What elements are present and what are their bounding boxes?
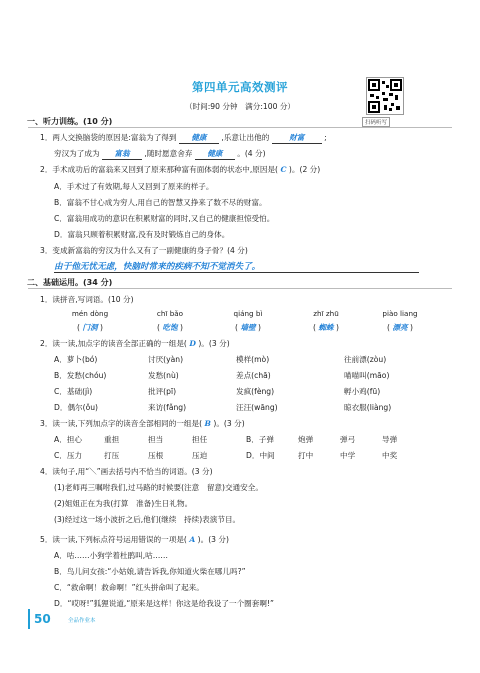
section2-q3-stem [40,418,245,429]
q1-answer-1: 健康 [179,132,219,144]
q4-item-1: (1)老师再三嘱咐我们,过马路的时候要(注意 留意)交通安全。 [54,483,263,492]
option-cell: 发愁(nù) [148,371,179,380]
option-cell: 晾衣服(liàng) [344,403,392,412]
section-2-heading: 二、基础运用。(34 分) [27,278,113,287]
page-number: 50 [34,612,51,626]
q4-item-3: (3)经过这一场小波折之后,他们(继续 持续)表演节目。 [54,515,241,524]
option-cell: A．萝卜(bó) [54,355,98,364]
q1-text: ,随时愿意舍弃 [144,149,193,158]
section2-q1-stem: 1．读拼音,写词语。(10 分) [40,295,134,304]
pinyin-answer: 门洞 [82,323,98,332]
option-cell: C．基础(jì) [54,387,93,396]
question-1-line-2 [54,148,266,160]
answer-box: ( 墙壁 ) [235,323,261,332]
q1-text: ,乐意让出他的 [221,133,270,142]
q2-text: )。(2 分) [288,165,321,174]
pinyin: chī bǎo [156,309,184,318]
q-text: )。(3 分) [213,419,245,428]
q1-answer-4: 健康 [195,148,235,160]
word-cell: A．担心 [54,435,82,444]
word-cell: 中奖 [382,451,398,460]
option-cell: 往前漂(zòu) [344,355,387,364]
word-cell: D．中间 [246,451,275,460]
section2-q2-stem [40,338,230,349]
page-number-accent [28,609,30,629]
section2-q5-stem [40,534,229,545]
question-3-stem: 3．变成新富翁的穷汉为什么又有了一副健康的身子骨？(4 分) [40,246,248,255]
option-cell: D．偶尔(ǒu) [54,403,99,412]
word-cell: 压迫 [192,451,208,460]
answer-box: ( 吃饱 ) [157,323,183,332]
book-label: 全品作业本 [68,618,96,624]
q-text: 3．读一读,下列加点字的读音全部相同的一组是( [40,419,203,428]
word-cell: 压根 [148,451,164,460]
option-cell: 喵喵叫(māo) [344,371,390,380]
qr-code-icon [366,77,404,115]
q1-text: ; [324,133,327,142]
page-title: 第四单元高效测评 [192,80,288,94]
word-cell: 炮弹 [298,435,314,444]
q2-option-a: A．手术过了有效期,每人又回到了原来的样子。 [54,182,214,191]
word-cell: 担任 [192,435,208,444]
option-cell: 批评(pī) [148,387,177,396]
q5-option-b: B．鸟儿问女孩:“小姑娘,请告诉我,你知道火柴在哪儿吗?” [54,567,246,576]
word-cell: 弹弓 [340,435,356,444]
q2-option-d: D．富翁只顾着积累财富,没有及时锻炼自己的身体。 [54,230,230,239]
pinyin-answer: 吃饱 [162,323,178,332]
pinyin: mén dòng [71,309,109,318]
q2-option-c: C．富翁用成功的意识在积累财富的同时,又自己的健康担惊受怕。 [54,214,275,223]
option-cell: 讨厌(yàn) [148,355,184,364]
q4-item-2: (2)姐姐正在为我(打算 准备)生日礼物。 [54,499,193,508]
q1-text: 。(4 分) [237,149,266,158]
word-cell: 打中 [298,451,314,460]
option-cell: 来访(fǎng) [148,403,187,412]
answer-box: ( 蜘蛛 ) [313,323,339,332]
divider [28,288,452,289]
answer-box: ( 漂亮 ) [387,323,413,332]
q1-answer-2: 财富 [272,132,322,144]
section-1-heading: 一、听力训练。(10 分) [27,117,113,126]
qr-code-label: 扫码听写 [362,117,390,127]
option-cell: 发疯(fèng) [236,387,275,396]
question-2-stem [40,164,320,175]
option-cell: 差点(chā) [236,371,271,380]
pinyin: piào liang [382,309,418,318]
word-cell: 打压 [104,451,120,460]
word-cell: 担当 [148,435,164,444]
pinyin: qiáng bì [233,309,263,318]
option-cell: B．发愁(chóu) [54,371,107,380]
q5-option-d: D．“哎呀!”狐狸说道,“原来是这样！你这是给我设了一个圈套啊!” [54,599,274,608]
word-cell: 中学 [340,451,356,460]
s2-q3-answer: B [204,419,211,428]
q1-answer-3: 富翁 [102,148,142,160]
q3-answer: 由于他无忧无虑，快脑时常来的疾病不知不觉消失了。 [54,260,419,273]
q5-option-a: A．咕……小狗学着杜鹃叫,咕…… [54,551,168,560]
q1-text: 穷汉为了成为 [54,149,100,158]
answer-box: ( 门洞 ) [77,323,103,332]
q-text: )。(3 分) [198,339,230,348]
option-cell: 孵小鸡(fū) [344,387,381,396]
question-1-line-1 [40,132,327,144]
q2-option-b: B．富翁不甘心成为穷人,用自己的智慧又挣来了数不尽的财富。 [54,198,267,207]
pinyin-answer: 漂亮 [392,323,408,332]
q-text: 2．读一读,加点字的读音全部正确的一组是( [40,339,187,348]
q1-text: 1．两人交换脑袋的原因是:富翁为了得到 [40,133,177,142]
option-cell: 模样(mò) [236,355,270,364]
s2-q5-answer: A [189,535,196,544]
divider [28,127,452,128]
word-cell: B．子弹 [246,435,274,444]
section2-q4-stem: 4．读句子,用“＼”画去括号内不恰当的词语。(3 分) [40,467,213,476]
q2-text: 2．手术成功后的富翁来又回到了原来那种富有面体弱的状态中,原因是( [40,165,279,174]
pinyin-answer: 墙壁 [240,323,256,332]
q-text: 5．读一读,下列标点符号运用错误的一项是( [40,535,187,544]
pinyin-answer: 蜘蛛 [318,323,334,332]
q-text: )。(3 分) [197,535,229,544]
option-cell: 汪汪(wāng) [236,403,278,412]
time-score-info: （时间:90 分钟 满分:100 分） [184,102,296,111]
word-cell: 导弹 [382,435,398,444]
q5-option-c: C．“救命啊！救命啊！”红头拼命叫了起来。 [54,583,204,592]
word-cell: 重担 [104,435,120,444]
q2-answer: C [280,165,287,174]
word-cell: C．压力 [54,451,83,460]
s2-q2-answer: D [189,339,196,348]
pinyin: zhī zhū [313,309,339,318]
